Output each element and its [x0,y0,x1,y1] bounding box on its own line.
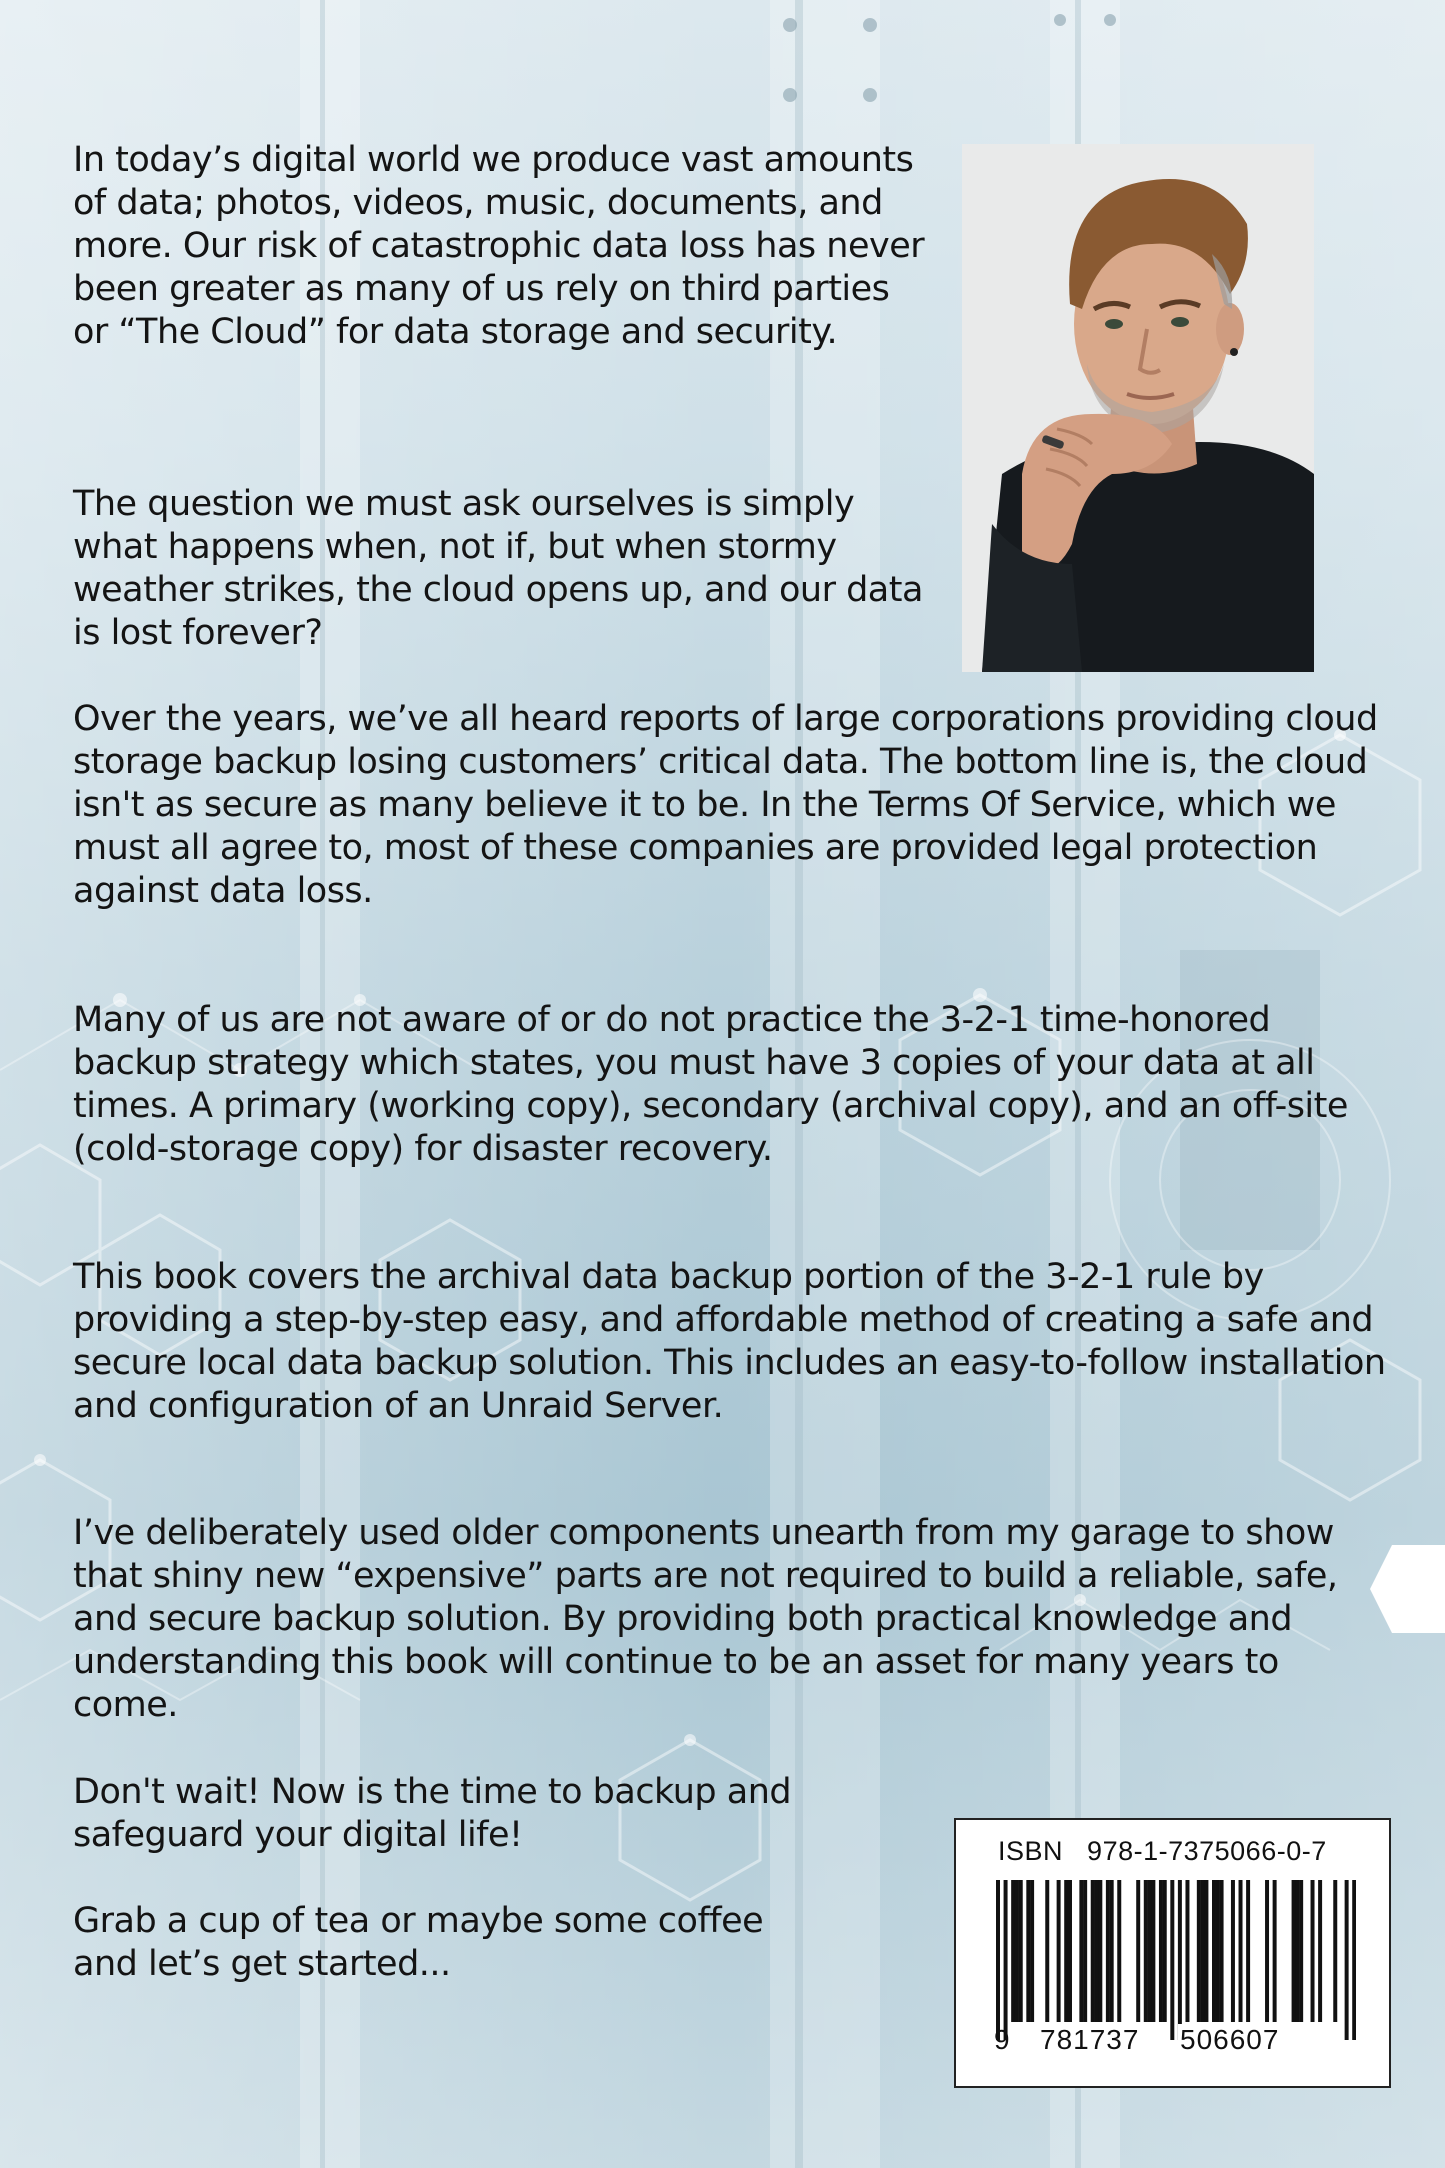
barcode-bar [1083,1880,1087,2022]
barcode-bar [1231,1880,1235,2022]
author-portrait-illustration [962,144,1314,672]
barcode-bar [1273,1880,1277,2022]
barcode-bar [1015,1880,1019,2022]
barcode-bar [1079,1880,1083,2022]
barcode-bar [1333,1880,1337,2022]
blurb-paragraph-4: Many of us are not aware of or do not practice the 3-2-1 time-honored backup strategy which states, you must have 3 copies of your data at all times. A primary (working copy), secondary (archival copy), and an off-site (cold-storage copy) for disaster recovery. [73,1000,1348,1169]
barcode-bar [1068,1880,1072,2022]
blurb-paragraph-6: I’ve deliberately used older components unearth from my garage to show that shiny new “expensive” parts are not required to build a reliable, safe, and secure backup solution. By providing both practical knowledge and understanding this book will continue to be an asset for many years to come. [73,1513,1338,1725]
blurb-paragraph-7: Don't wait! Now is the time to backup and safeguard your digital life! [73,1772,792,1855]
barcode-bar [1292,1880,1296,2022]
blurb-paragraph-5: This book covers the archival data backup portion of the 3-2-1 rule by providing a step-by-step easy, and affordable method of creating a safe and secure local data backup solution. This includes an easy-to-follow installation and configuration of an Unraid Server. [73,1257,1386,1426]
barcode-digits [956,2024,1393,2064]
barcode-bar [1246,1880,1250,2022]
barcode-bar [1095,1880,1099,2022]
author-photo [962,144,1314,672]
blurb-paragraph-2: The question we must ask ourselves is simply what happens when, not if, but when stormy weather strikes, the cloud opens up, and our data is lost forever? [73,484,923,653]
barcode-digits-left: 781737 [1040,2024,1140,2055]
barcode-bar [1345,1880,1349,2040]
barcode-bar [1151,1880,1155,2022]
blurb-paragraph-3: Over the years, we’ve all heard reports of large corporations providing cloud storage backup losing customers’ critical data. The bottom line is, the cloud isn't as secure as many believe it to be. In the Terms Of Service, which we must all agree to, most of these companies are provided legal protection against data loss. [73,699,1378,911]
isbn-barcode [954,1818,1391,2088]
barcode-bar [1204,1880,1208,2022]
barcode-bar [1057,1880,1061,2022]
isbn-prefix: ISBN [998,1836,1064,1866]
barcode-bar [1148,1880,1152,2022]
barcode-bar [1045,1880,1049,2022]
barcode-bar [1110,1880,1114,2022]
barcode-digits-right: 506607 [1180,2024,1280,2055]
hexagon-tab-decoration [1370,1545,1445,1633]
barcode-bar [1220,1880,1224,2022]
barcode-bar [1106,1880,1110,2022]
barcode-bar [1201,1880,1205,2022]
barcode-bar [1299,1880,1303,2022]
barcode-bar [1136,1880,1140,2022]
barcode-bar [1004,1880,1008,2040]
barcode-bar [1064,1880,1068,2022]
barcode-bar [1311,1880,1315,2022]
barcode-digit-first: 9 [994,2024,1010,2055]
barcode-bar [1212,1880,1216,2022]
barcode-bar [1011,1880,1015,2022]
barcode-bar [996,1880,1000,2040]
isbn-number: 978-1-7375066-0-7 [1087,1836,1327,1866]
barcode-bar [1170,1880,1174,2040]
blurb-paragraph-8: Grab a cup of tea or maybe some coffee and let’s get started... [73,1901,764,1984]
barcode-bar [1318,1880,1322,2022]
isbn-label [998,1836,1327,1867]
barcode-bar [1265,1880,1269,2022]
barcode-bar [1159,1880,1163,2022]
barcode-bars [996,1880,1356,2040]
barcode-bar [1295,1880,1299,2022]
barcode-bar [1144,1880,1148,2022]
barcode-bar [1197,1880,1201,2022]
barcode-bar [1178,1880,1182,2040]
barcode-bar [1239,1880,1243,2022]
barcode-bar [1216,1880,1220,2022]
barcode-bar [1030,1880,1034,2022]
barcode-bar [1352,1880,1356,2040]
barcode-bar [1163,1880,1167,2022]
barcode-bar [1185,1880,1189,2022]
barcode-bar [1098,1880,1102,2022]
blurb-paragraph-1: In today’s digital world we produce vast amounts of data; photos, videos, music, documents, and more. Our risk of catastrophic data loss has never been greater as many of us rely on third parties or “The Cloud” for data storage and security. [73,140,925,352]
barcode-bar [1117,1880,1121,2022]
barcode-bar [1091,1880,1095,2022]
barcode-bar [1026,1880,1030,2022]
barcode-bar [1019,1880,1023,2022]
